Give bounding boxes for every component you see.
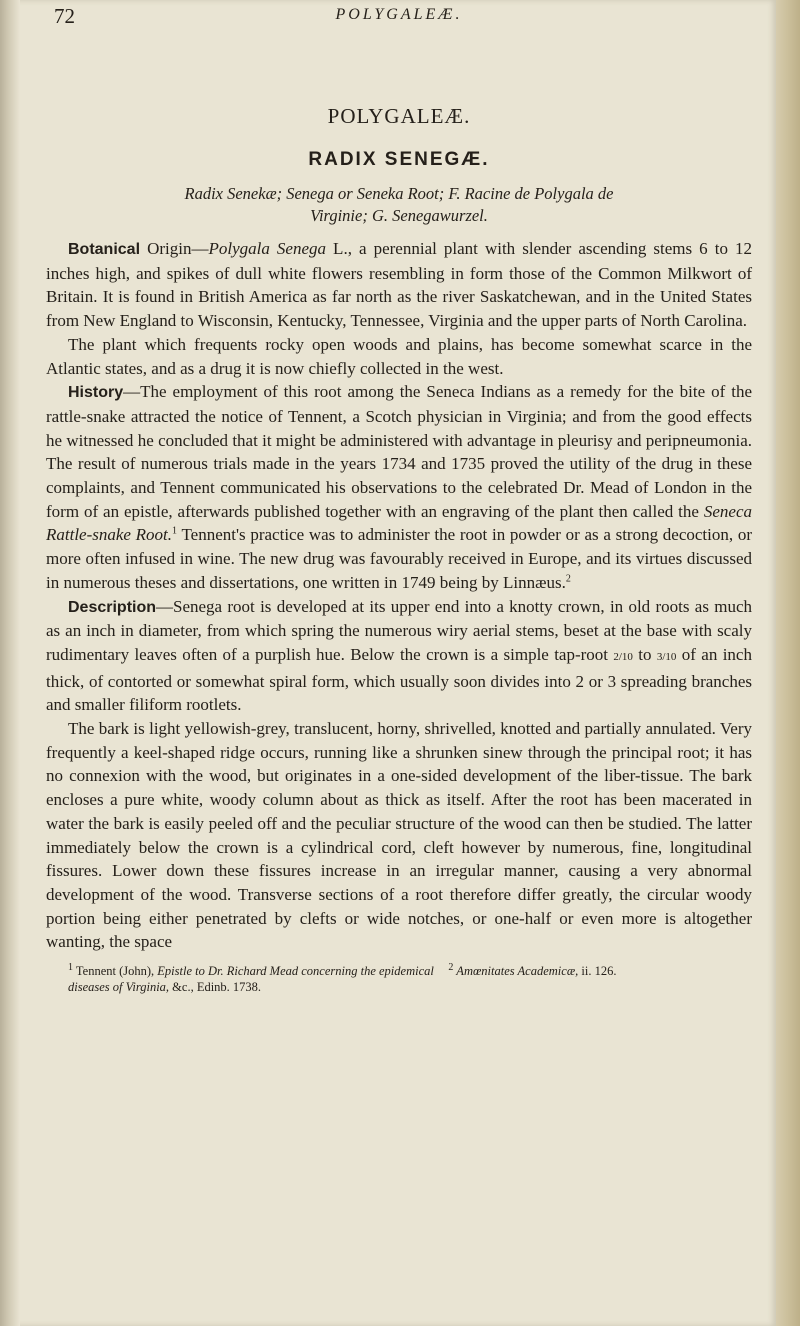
history-text-b: Tennent's practice was to administer the root in powder or as a strong decoction, or more often infused in wine. The new drug was favourably received in Europe, and its virtues discussed in numerous theses and dissertations, one written in 1749 being by Linnæus. xyxy=(46,525,752,592)
species-name: Polygala Senega xyxy=(208,239,326,258)
description-paragraph-2: The bark is light yellowish-grey, translucent, horny, shrivelled, knotted and partially annulated. Very frequently a keel-shaped ridge occurs, running like a shrunken sinew through the principal root; it has no connexion with the wood, but originates in a one-sided development of the liber-tissue. The bark encloses a pure white, woody column about as thick as itself. After the root has been macerated in water the bark is easily peeled off and the peculiar structure of the wood can then be studied. The latter immediately below the crown is a cylindrical cord, cleft however by numerous, fine, longitudinal fissures. Lower down these fissures increase in an irregular manner, causing a very abnormal development of the wood. Transverse sections of a root therefore differ greatly, the circular woody portion being either penetrated by clefts or wide notches, or one-half or even more is altogether wanting, the space xyxy=(46,719,752,952)
origin-heading-rest: Origin— xyxy=(140,239,209,258)
footnote-ref-2: 2 xyxy=(565,573,571,585)
footnote-row xyxy=(46,961,752,995)
footnote-ref-1: 1 xyxy=(172,525,178,537)
synonyms-line-2: Virginie; G. Senegawurzel. xyxy=(310,206,488,225)
footnote-1-author: Tennent (John), xyxy=(73,964,158,979)
page-edge xyxy=(776,0,800,1326)
fraction-three-tenths: 3/10 xyxy=(656,650,677,663)
footnote-2 xyxy=(448,961,752,995)
footnote-1-title: Epistle to Dr. Richard Mead concerning the epidemical diseases of Virginia, xyxy=(68,964,434,994)
botanical-text: L., a perennial plant with slender ascending stems 6 to 12 inches high, and spikes of dull white flowers resembling in form those of the Common Milkwort of Britain. It is found in British America as far north as the river Saskatchewan, and in the United States from New England to Wisconsin, Kentucky, Tennessee, Virginia and the upper parts of North Carolina. xyxy=(46,239,753,331)
page-content xyxy=(46,0,752,995)
footnote-2-marker: 2 xyxy=(448,961,454,973)
running-title: POLYGALEÆ. xyxy=(335,6,463,23)
body-text xyxy=(46,237,752,954)
page-number: 72 xyxy=(54,4,75,28)
footnote-1-marker: 1 xyxy=(68,961,73,973)
footnote-1-rest: &c., Edinb. 1738. xyxy=(169,979,262,994)
history-text-a: —The employment of this root among the Seneca Indians as a remedy for the bite of the rattle-snake attracted the notice of Tennent, a Scotch physician in Virginia; and from the good effects he witnessed he concluded that it might be administered with advantage in pleurisy and peripneumonia. The result of numerous trials made in the years 1734 and 1735 proved the utility of the drug in these complaints, and Tennent communicated his observations to the celebrated Dr. Mead of London in the form of an epistle, afterwards published together with an engraving of the plant then called the xyxy=(46,382,752,521)
synonyms-line-1: Radix Senekæ; Senega or Seneka Root; F. Racine de Polygala de xyxy=(184,184,614,203)
fraction-two-tenths: 2/10 xyxy=(613,650,633,663)
page-binding-shadow xyxy=(0,0,20,1326)
history-paragraph xyxy=(46,380,752,594)
footnote-1 xyxy=(46,961,448,995)
botanical-heading: Botanical xyxy=(68,241,141,258)
plant-name: Seneca Rattle-snake Root. xyxy=(46,501,752,545)
footnotes xyxy=(46,961,752,995)
description-paragraph xyxy=(46,595,752,718)
description-text-b: of an inch thick, of contorted or somewhat spiral form, which usually soon divides into 2 or 3 spreading branches and smaller filiform rootlets. xyxy=(46,644,752,715)
section-title: POLYGALEÆ. xyxy=(327,104,471,128)
botanical-origin-paragraph xyxy=(46,237,752,333)
history-heading: History xyxy=(68,384,124,402)
description-text-a: —Senega root is developed at its upper end into a knotty crown, in old roots as much as an inch in diameter, from which spring the numerous wiry aerial stems, beset at the base with scaly rudimentary leaves often of a purplish hue. Below the crown is a simple tap-root xyxy=(46,596,752,664)
botanical-paragraph-2: The plant which frequents rocky open woods and plains, has become somewhat scarce in the Atlantic states, and as a drug it is now chiefly collected in the west. xyxy=(46,334,752,378)
running-header xyxy=(46,0,752,40)
drug-title: RADIX SENEGÆ. xyxy=(308,149,490,170)
footnote-2-title: Amœnitates Academicæ, xyxy=(453,964,579,979)
description-heading: Description xyxy=(68,598,157,616)
footnote-2-rest: ii. 126. xyxy=(578,964,617,979)
fraction-to: to xyxy=(632,644,657,664)
synonyms xyxy=(46,183,752,227)
